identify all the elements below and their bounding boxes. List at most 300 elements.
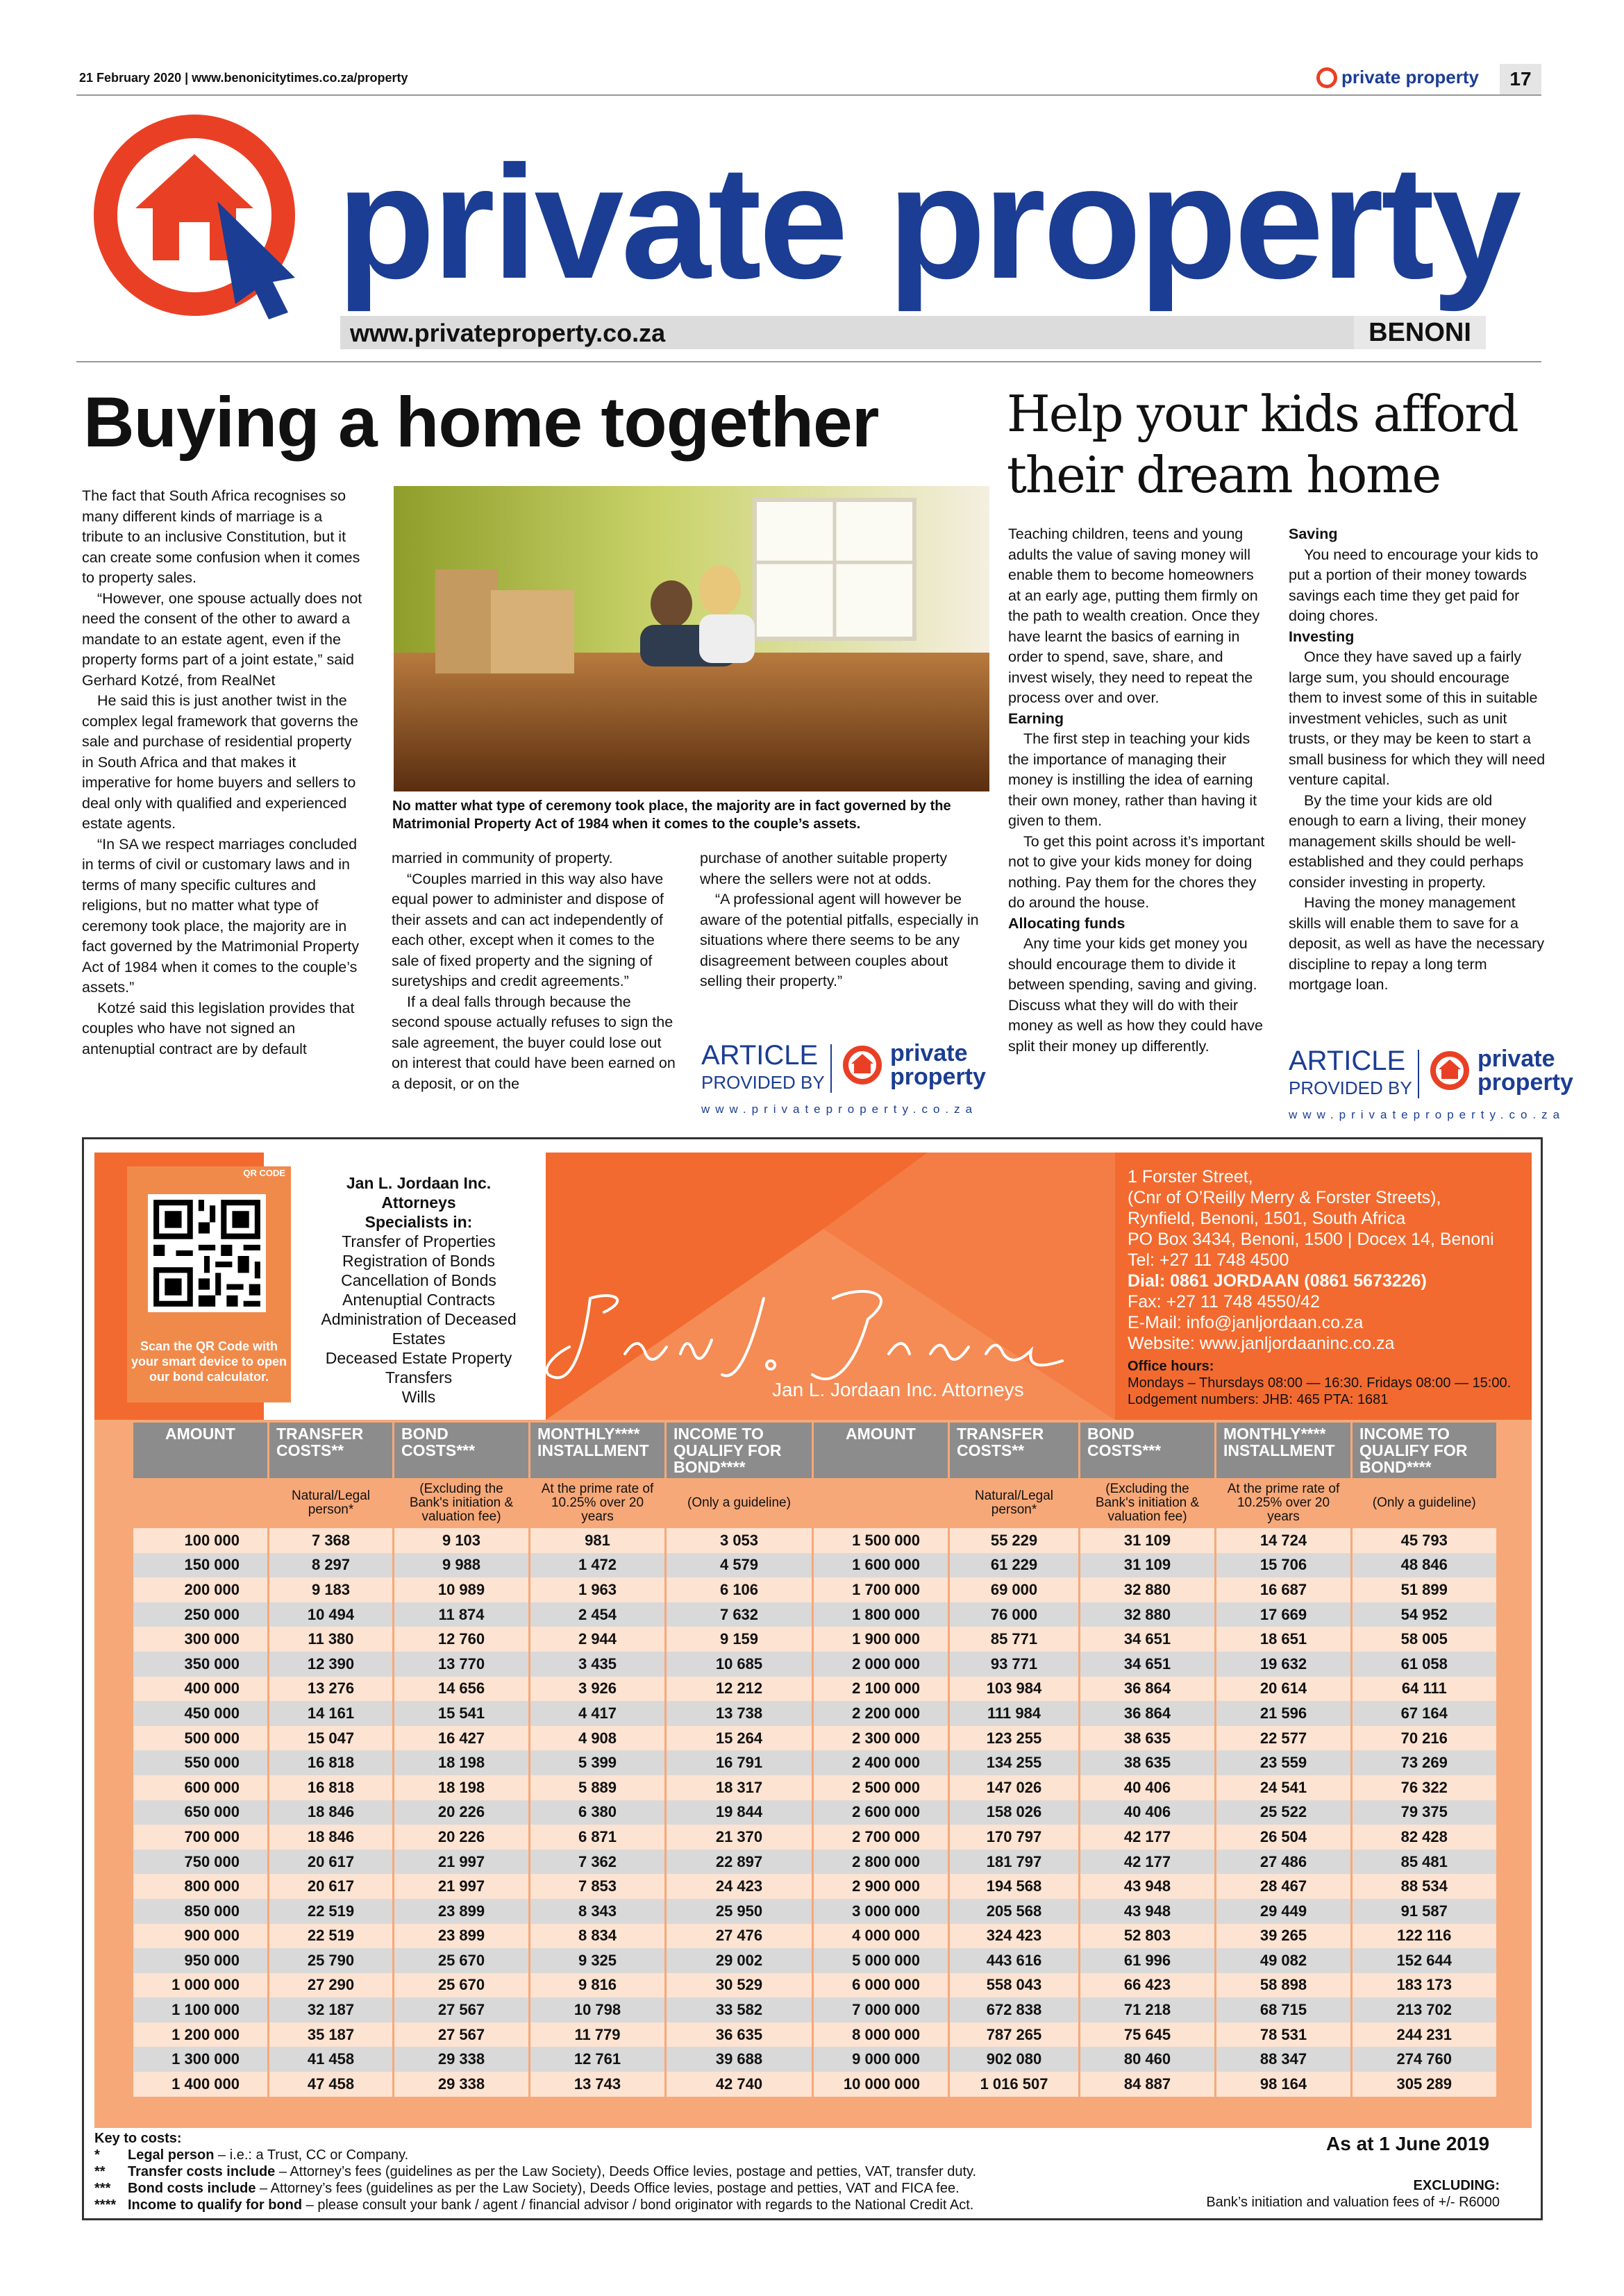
table-cell: 13 276 [269, 1677, 394, 1702]
table-cell: 800 000 [133, 1874, 269, 1899]
table-cell: 55 229 [949, 1528, 1080, 1553]
article-1-column-1 [82, 486, 367, 1059]
table-row [133, 1874, 1496, 1899]
table-cell: 9 988 [394, 1553, 530, 1578]
table-cell: 16 818 [269, 1750, 394, 1775]
table-cell: 19 844 [666, 1800, 813, 1825]
table-cell: 787 265 [949, 2022, 1080, 2047]
bond-cost-table [131, 1423, 1496, 2097]
table-cell: 8 834 [530, 1924, 666, 1949]
table-cell: 2 400 000 [813, 1750, 949, 1775]
table-cell: 10 798 [530, 1997, 666, 2022]
table-cell: 18 198 [394, 1775, 530, 1800]
table-cell: 981 [530, 1528, 666, 1553]
private-property-logo-icon [840, 1043, 885, 1087]
table-cell: 2 800 000 [813, 1850, 949, 1875]
phone[interactable]: Tel: +27 11 748 4500 [1128, 1250, 1289, 1270]
table-cell: 27 290 [269, 1973, 394, 1998]
page-number: 17 [1500, 64, 1541, 94]
table-cell: 7 362 [530, 1850, 666, 1875]
table-cell: 61 996 [1080, 1948, 1216, 1973]
table-cell: 2 454 [530, 1602, 666, 1627]
table-cell: 33 582 [666, 1997, 813, 2022]
table-cell: 158 026 [949, 1800, 1080, 1825]
table-cell: 1 963 [530, 1577, 666, 1602]
table-cell: 80 460 [1080, 2047, 1216, 2072]
table-cell: 21 997 [394, 1850, 530, 1875]
table-cell: 36 864 [1080, 1701, 1216, 1726]
table-cell: 58 898 [1216, 1973, 1352, 1998]
table-cell: 244 231 [1352, 2022, 1496, 2047]
table-cell: 22 519 [269, 1899, 394, 1924]
dial-number[interactable]: Dial: 0861 JORDAAN (0861 5673226) [1128, 1271, 1427, 1291]
table-cell: 16 427 [394, 1726, 530, 1751]
table-cell: 91 587 [1352, 1899, 1496, 1924]
paragraph: “However, one spouse actually does not need the consent of the other to award a mandate to an estate agent, even if the property forms part of a joint estate,” said Gerhard Kotzé, from RealNet [82, 589, 362, 689]
paragraph: The first step in teaching your kids the importance of managing their money is instilling the idea of earning their own money, rather than having it given to them. [1008, 730, 1257, 829]
table-cell: 134 255 [949, 1750, 1080, 1775]
table-cell: 25 522 [1216, 1800, 1352, 1825]
table-cell: 10 494 [269, 1602, 394, 1627]
table-cell: 5 889 [530, 1775, 666, 1800]
table-cell: 31 109 [1080, 1553, 1216, 1578]
table-cell: 7 853 [530, 1874, 666, 1899]
site-url[interactable]: www.privateproperty.co.za [350, 319, 666, 347]
table-cell: 9 103 [394, 1528, 530, 1553]
table-cell: 43 948 [1080, 1899, 1216, 1924]
table-cell: 40 406 [1080, 1800, 1216, 1825]
table-row [133, 1924, 1496, 1949]
table-cell: 123 255 [949, 1726, 1080, 1751]
table-row [133, 2047, 1496, 2072]
table-cell: 18 846 [269, 1825, 394, 1850]
table-cell: 18 198 [394, 1750, 530, 1775]
paragraph: “Couples married in this way also have equal power to administer and dispose of their assets and can act independently of each other, except when it comes to the sale of fixed property and the signing of suretyships and credit agreements.” [392, 870, 664, 989]
table-cell: 75 645 [1080, 2022, 1216, 2047]
column-subheader: Natural/Legal person* [269, 1478, 394, 1528]
table-cell: 70 216 [1352, 1726, 1496, 1751]
table-cell: 122 116 [1352, 1924, 1496, 1949]
table-cell: 1 300 000 [133, 2047, 269, 2072]
column-subheader [813, 1478, 949, 1528]
paragraph: Teaching children, teens and young adults the value of saving money will enable them to become homeowners at an early age, putting them firmly on the path to wealth creation. Once they have learnt the basics of earning in order to spend, save, share, and invest wisely, they need to repeat the process over and over. [1008, 526, 1260, 706]
table-cell: 8 297 [269, 1553, 394, 1578]
table-cell: 39 688 [666, 2047, 813, 2072]
table-cell: 700 000 [133, 1825, 269, 1850]
table-cell: 12 212 [666, 1677, 813, 1702]
table-cell: 23 899 [394, 1899, 530, 1924]
table-cell: 26 504 [1216, 1825, 1352, 1850]
table-cell: 22 519 [269, 1924, 394, 1949]
brand-small: private property [1316, 67, 1479, 88]
table-cell: 600 000 [133, 1775, 269, 1800]
paragraph: Having the money management skills will enable them to save for a deposit, as well as have the necessary discipline to repay a long term mortgage loan. [1289, 894, 1545, 993]
table-cell: 7 000 000 [813, 1997, 949, 2022]
table-cell: 42 177 [1080, 1825, 1216, 1850]
table-cell: 183 173 [1352, 1973, 1496, 1998]
table-cell: 3 053 [666, 1528, 813, 1553]
table-cell: 12 760 [394, 1627, 530, 1652]
table-cell: 1 100 000 [133, 1997, 269, 2022]
table-cell: 902 080 [949, 2047, 1080, 2072]
table-cell: 9 159 [666, 1627, 813, 1652]
table-cell: 7 632 [666, 1602, 813, 1627]
table-cell: 52 803 [1080, 1924, 1216, 1949]
table-cell: 93 771 [949, 1652, 1080, 1677]
paragraph: purchase of another suitable property where the sellers were not at odds. [700, 850, 948, 887]
table-cell: 11 779 [530, 2022, 666, 2047]
url-bar [340, 316, 1486, 349]
key-item: * Legal person – i.e.: a Trust, CC or Company. [94, 2147, 409, 2163]
table-cell: 13 738 [666, 1701, 813, 1726]
table-cell: 170 797 [949, 1825, 1080, 1850]
table-cell: 28 467 [1216, 1874, 1352, 1899]
table-cell: 12 390 [269, 1652, 394, 1677]
table-cell: 30 529 [666, 1973, 813, 1998]
table-cell: 8 343 [530, 1899, 666, 1924]
table-cell: 39 265 [1216, 1924, 1352, 1949]
table-cell: 32 880 [1080, 1577, 1216, 1602]
table-cell: 38 635 [1080, 1726, 1216, 1751]
table-cell: 82 428 [1352, 1825, 1496, 1850]
key-item: ** Transfer costs include – Attorney’s fees (guidelines as per the Law Society), Deeds Office levies, postage and petties, VAT, transfer duty. [94, 2164, 977, 2179]
table-cell: 12 761 [530, 2047, 666, 2072]
table-cell: 1 700 000 [813, 1577, 949, 1602]
table-cell: 23 899 [394, 1924, 530, 1949]
table-cell: 45 793 [1352, 1528, 1496, 1553]
cost-key: Key to costs: * Legal person – i.e.: a Trust, CC or Company. ** Transfer costs include – Attorney’s fees (guidelines as per the Law Society), Deeds Office levies, postage and petties, VAT, transfer duty. *** Bond costs include – Attorney’s fees (guidelines as per the Law Society), Deeds Office levies, postage and petties, VAT and FICA fee. **** Income to qualify for bond – please consult your bank / agent / financial advisor / bond originator with regards to the National Credit Act. [94, 2130, 1532, 2213]
table-cell: 32 880 [1080, 1602, 1216, 1627]
table-cell: 6 380 [530, 1800, 666, 1825]
column-header: INCOME TO QUALIFY FOR BOND**** [666, 1423, 813, 1478]
fax: Fax: +27 11 748 4550/42 [1128, 1292, 1320, 1312]
table-cell: 18 651 [1216, 1627, 1352, 1652]
table-cell: 21 997 [394, 1874, 530, 1899]
qr-code-icon[interactable] [148, 1194, 266, 1312]
column-subheader: (Only a guideline) [1352, 1478, 1496, 1528]
table-cell: 2 600 000 [813, 1800, 949, 1825]
table-cell: 350 000 [133, 1652, 269, 1677]
table-cell: 2 500 000 [813, 1775, 949, 1800]
table-cell: 324 423 [949, 1924, 1080, 1949]
qr-panel: QR CODE Scan the QR Code with your smart device to open our bond calculator. [127, 1166, 291, 1402]
table-cell: 111 984 [949, 1701, 1080, 1726]
column-subheader: (Excluding the Bank's initiation & valuation fee) [394, 1478, 530, 1528]
table-cell: 9 816 [530, 1973, 666, 1998]
paragraph: Kotzé said this legislation provides that couples who have not signed an antenuptial contract are by default [82, 999, 355, 1057]
dateline: 21 February 2020 | www.benonicitytimes.co.za/property [79, 71, 408, 85]
table-cell: 42 740 [666, 2072, 813, 2097]
table-cell: 25 670 [394, 1973, 530, 1998]
table-cell: 15 047 [269, 1726, 394, 1751]
table-row [133, 1726, 1496, 1751]
table-cell: 11 874 [394, 1602, 530, 1627]
paragraph: The fact that South Africa recognises so many different kinds of marriage is a tribute to an inclusive Constitution, but it can create some confusion when it comes to property sales. [82, 487, 360, 586]
table-cell: 5 399 [530, 1750, 666, 1775]
table-cell: 950 000 [133, 1948, 269, 1973]
paragraph: By the time your kids are old enough to earn a living, their money management skills should be well-established and they could perhaps consider investing in property. [1289, 791, 1526, 891]
table-cell: 1 200 000 [133, 2022, 269, 2047]
article-provided-by-badge: ARTICLE PROVIDED BY private property www.privateproperty.co.za [701, 1040, 986, 1116]
table-cell: 20 226 [394, 1825, 530, 1850]
table-cell: 100 000 [133, 1528, 269, 1553]
column-header: BOND COSTS*** [1080, 1423, 1216, 1478]
table-cell: 4 908 [530, 1726, 666, 1751]
table-cell: 88 347 [1216, 2047, 1352, 2072]
subheading: Investing [1289, 628, 1355, 645]
table-cell: 15 264 [666, 1726, 813, 1751]
column-header: TRANSFER COSTS** [269, 1423, 394, 1478]
photo-caption: No matter what type of ceremony took place, the majority are in fact governed by the Matrimonial Property Act of 1984 when it comes to the couple’s assets. [392, 798, 951, 832]
table-cell: 4 417 [530, 1701, 666, 1726]
table-cell: 73 269 [1352, 1750, 1496, 1775]
table-cell: 9 183 [269, 1577, 394, 1602]
table-cell: 32 187 [269, 1997, 394, 2022]
table-cell: 24 423 [666, 1874, 813, 1899]
table-cell: 85 771 [949, 1627, 1080, 1652]
table-cell: 150 000 [133, 1553, 269, 1578]
table-row [133, 1948, 1496, 1973]
table-cell: 4 579 [666, 1553, 813, 1578]
paragraph: To get this point across it’s important not to give your kids money for doing nothing. Pay them for the chores they do around the house. [1008, 832, 1265, 911]
article-2-headline: Help your kids afford their dream home [1007, 385, 1518, 504]
table-cell: 13 770 [394, 1652, 530, 1677]
subheading: Earning [1008, 710, 1064, 727]
private-property-logo-icon [1428, 1048, 1472, 1093]
table-cell: 200 000 [133, 1577, 269, 1602]
signature [542, 1271, 1069, 1396]
table-row [133, 1973, 1496, 1998]
table-cell: 1 800 000 [813, 1602, 949, 1627]
table-cell: 21 370 [666, 1825, 813, 1850]
services-list: Jan L. Jordaan Inc. Attorneys Specialists in: Transfer of Properties Registration of Bonds Cancellation of Bonds Antenuptial Contracts Administration of Deceased Estates Deceased Estate Property Transfers Wills [321, 1174, 517, 1406]
table-cell: 43 948 [1080, 1874, 1216, 1899]
signature-subtitle: Jan L. Jordaan Inc. Attorneys [772, 1379, 1024, 1400]
subheading: Allocating funds [1008, 914, 1125, 932]
table-row [133, 2022, 1496, 2047]
table-row [133, 1775, 1496, 1800]
paragraph: He said this is just another twist in the complex legal framework that governs the sale and purchase of residential property in South Africa and that makes it imperative for home buyers and sellers to deal only with qualified and experienced estate agents. [82, 692, 358, 832]
table-cell: 34 651 [1080, 1652, 1216, 1677]
bond-cost-table-panel [94, 1420, 1532, 2128]
brand-logo-icon [1316, 67, 1337, 88]
table-cell: 300 000 [133, 1627, 269, 1652]
table-cell: 58 005 [1352, 1627, 1496, 1652]
table-cell: 22 897 [666, 1850, 813, 1875]
table-cell: 34 651 [1080, 1627, 1216, 1652]
table-row [133, 1997, 1496, 2022]
table-row [133, 1627, 1496, 1652]
paragraph: Once they have saved up a fairly large sum, you should encourage them to invest some of this in suitable investment vehicles, such as unit trusts, or they may be keen to start a small business for which they will need venture capital. [1289, 648, 1546, 788]
table-header [133, 1423, 1496, 1478]
table-row [133, 1750, 1496, 1775]
table-cell: 14 161 [269, 1701, 394, 1726]
table-cell: 750 000 [133, 1850, 269, 1875]
divider [76, 361, 1541, 362]
table-cell: 213 702 [1352, 1997, 1496, 2022]
town-label: BENONI [1354, 316, 1486, 349]
table-cell: 31 109 [1080, 1528, 1216, 1553]
table-row [133, 1850, 1496, 1875]
table-cell: 558 043 [949, 1973, 1080, 1998]
table-cell: 274 760 [1352, 2047, 1496, 2072]
table-row [133, 1677, 1496, 1702]
article-2-column-1 [1008, 524, 1265, 1057]
table-cell: 29 002 [666, 1948, 813, 1973]
table-cell: 2 700 000 [813, 1825, 949, 1850]
column-header: MONTHLY**** INSTALLMENT [1216, 1423, 1352, 1478]
table-cell: 18 317 [666, 1775, 813, 1800]
table-cell: 10 000 000 [813, 2072, 949, 2097]
table-cell: 27 567 [394, 2022, 530, 2047]
table-cell: 29 338 [394, 2047, 530, 2072]
table-cell: 23 559 [1216, 1750, 1352, 1775]
column-subheader [133, 1478, 269, 1528]
column-subheader: (Excluding the Bank's initiation & valuation fee) [1080, 1478, 1216, 1528]
table-cell: 76 322 [1352, 1775, 1496, 1800]
table-cell: 21 596 [1216, 1701, 1352, 1726]
table-cell: 98 164 [1216, 2072, 1352, 2097]
table-cell: 29 338 [394, 2072, 530, 2097]
table-cell: 25 950 [666, 1899, 813, 1924]
table-cell: 2 100 000 [813, 1677, 949, 1702]
table-cell: 64 111 [1352, 1677, 1496, 1702]
table-cell: 76 000 [949, 1602, 1080, 1627]
table-cell: 42 177 [1080, 1850, 1216, 1875]
table-cell: 35 187 [269, 2022, 394, 2047]
table-cell: 71 218 [1080, 1997, 1216, 2022]
table-cell: 20 617 [269, 1874, 394, 1899]
table-cell: 24 541 [1216, 1775, 1352, 1800]
table-cell: 450 000 [133, 1701, 269, 1726]
table-cell: 900 000 [133, 1924, 269, 1949]
table-cell: 27 476 [666, 1924, 813, 1949]
article-1-column-3 [700, 848, 990, 992]
table-cell: 48 846 [1352, 1553, 1496, 1578]
table-cell: 20 614 [1216, 1677, 1352, 1702]
table-cell: 15 706 [1216, 1553, 1352, 1578]
table-cell: 1 472 [530, 1553, 666, 1578]
table-cell: 54 952 [1352, 1602, 1496, 1627]
table-row [133, 1652, 1496, 1677]
table-cell: 16 687 [1216, 1577, 1352, 1602]
paragraph: married in community of property. [392, 850, 613, 866]
table-cell: 84 887 [1080, 2072, 1216, 2097]
table-cell: 6 871 [530, 1825, 666, 1850]
article-2-column-2 [1289, 524, 1546, 996]
email-link[interactable]: E-Mail: info@janljordaan.co.za [1128, 1313, 1364, 1332]
table-cell: 1 600 000 [813, 1553, 949, 1578]
table-cell: 2 000 000 [813, 1652, 949, 1677]
table-cell: 69 000 [949, 1577, 1080, 1602]
table-cell: 1 000 000 [133, 1973, 269, 1998]
table-row [133, 1528, 1496, 1553]
table-cell: 78 531 [1216, 2022, 1352, 2047]
table-cell: 25 670 [394, 1948, 530, 1973]
table-cell: 103 984 [949, 1677, 1080, 1702]
column-subheader: At the prime rate of 10.25% over 20 years [1216, 1478, 1352, 1528]
table-cell: 305 289 [1352, 2072, 1496, 2097]
website-link[interactable]: Website: www.janljordaaninc.co.za [1128, 1334, 1395, 1353]
table-cell: 9 325 [530, 1948, 666, 1973]
table-cell: 41 458 [269, 2047, 394, 2072]
column-header: AMOUNT [133, 1423, 269, 1478]
paragraph: You need to encourage your kids to put a portion of their money towards savings each time they get paid for doing chores. [1289, 546, 1539, 624]
table-row [133, 1577, 1496, 1602]
column-header: MONTHLY**** INSTALLMENT [530, 1423, 666, 1478]
column-header: AMOUNT [813, 1423, 949, 1478]
table-cell: 15 541 [394, 1701, 530, 1726]
table-cell: 3 435 [530, 1652, 666, 1677]
table-row [133, 1825, 1496, 1850]
table-cell: 22 577 [1216, 1726, 1352, 1751]
table-cell: 20 226 [394, 1800, 530, 1825]
table-cell: 250 000 [133, 1602, 269, 1627]
table-cell: 7 368 [269, 1528, 394, 1553]
subheading: Saving [1289, 526, 1338, 542]
table-cell: 19 632 [1216, 1652, 1352, 1677]
table-cell: 6 106 [666, 1577, 813, 1602]
couple-moving-photo [394, 486, 989, 791]
column-subheader: Natural/Legal person* [949, 1478, 1080, 1528]
table-cell: 36 635 [666, 2022, 813, 2047]
table-cell: 2 200 000 [813, 1701, 949, 1726]
as-at-date: As at 1 June 2019 [1326, 2133, 1490, 2154]
table-cell: 79 375 [1352, 1800, 1496, 1825]
table-row [133, 1602, 1496, 1627]
table-cell: 49 082 [1216, 1948, 1352, 1973]
table-cell: 181 797 [949, 1850, 1080, 1875]
table-cell: 2 944 [530, 1627, 666, 1652]
table-cell: 6 000 000 [813, 1973, 949, 1998]
key-item: **** Income to qualify for bond – please consult your bank / agent / financial advisor / bond originator with regards to the National Credit Act. [94, 2197, 974, 2213]
column-header: TRANSFER COSTS** [949, 1423, 1080, 1478]
column-header: INCOME TO QUALIFY FOR BOND**** [1352, 1423, 1496, 1478]
key-item: *** Bond costs include – Attorney’s fees (guidelines as per the Law Society), Deeds Office levies, postage and petties, VAT and FICA fee. [94, 2181, 960, 2196]
table-cell: 68 715 [1216, 1997, 1352, 2022]
table-cell: 36 864 [1080, 1677, 1216, 1702]
table-cell: 14 656 [394, 1677, 530, 1702]
table-cell: 20 617 [269, 1850, 394, 1875]
table-row [133, 2072, 1496, 2097]
column-subheader: At the prime rate of 10.25% over 20 years [530, 1478, 666, 1528]
excluding-note: EXCLUDING: Bank’s initiation and valuation fees of +/- R6000 [1206, 2178, 1500, 2210]
table-cell: 61 229 [949, 1553, 1080, 1578]
contact-details: 1 Forster Street, (Cnr of O’Reilly Merry & Forster Streets), Rynfield, Benoni, 1501, South Africa PO Box 3434, Benoni, 1500 | Docex 14, Benoni Tel: +27 11 748 4500 Dial: 0861 JORDAAN (0861 5673226) Fax: +27 11 748 4550/42 E-Mail: info@janljordaan.co.za Website: www.janljordaaninc.co.za Office hours: Mondays – Thursdays 08:00 — 16:30. Fridays 08:00 — 15:00. Lodgement numbers: JHB: 465 PTA: 1681 [1128, 1166, 1530, 1408]
table-cell: 47 458 [269, 2072, 394, 2097]
table-cell: 8 000 000 [813, 2022, 949, 2047]
table-cell: 1 500 000 [813, 1528, 949, 1553]
table-cell: 9 000 000 [813, 2047, 949, 2072]
table-cell: 51 899 [1352, 1577, 1496, 1602]
table-cell: 11 380 [269, 1627, 394, 1652]
table-cell: 10 685 [666, 1652, 813, 1677]
table-row [133, 1800, 1496, 1825]
table-cell: 1 900 000 [813, 1627, 949, 1652]
table-cell: 27 567 [394, 1997, 530, 2022]
table-cell: 5 000 000 [813, 1948, 949, 1973]
table-cell: 67 164 [1352, 1701, 1496, 1726]
table-cell: 3 000 000 [813, 1899, 949, 1924]
table-cell: 400 000 [133, 1677, 269, 1702]
table-cell: 194 568 [949, 1874, 1080, 1899]
paragraph: If a deal falls through because the second spouse actually refuses to sign the sale agreement, the buyer could lose out on interest that could have been earned on a deposit, or on the [392, 993, 676, 1092]
table-row [133, 1553, 1496, 1578]
table-cell: 2 900 000 [813, 1874, 949, 1899]
table-cell: 16 791 [666, 1750, 813, 1775]
table-cell: 38 635 [1080, 1750, 1216, 1775]
private-property-logo-icon [90, 111, 312, 333]
